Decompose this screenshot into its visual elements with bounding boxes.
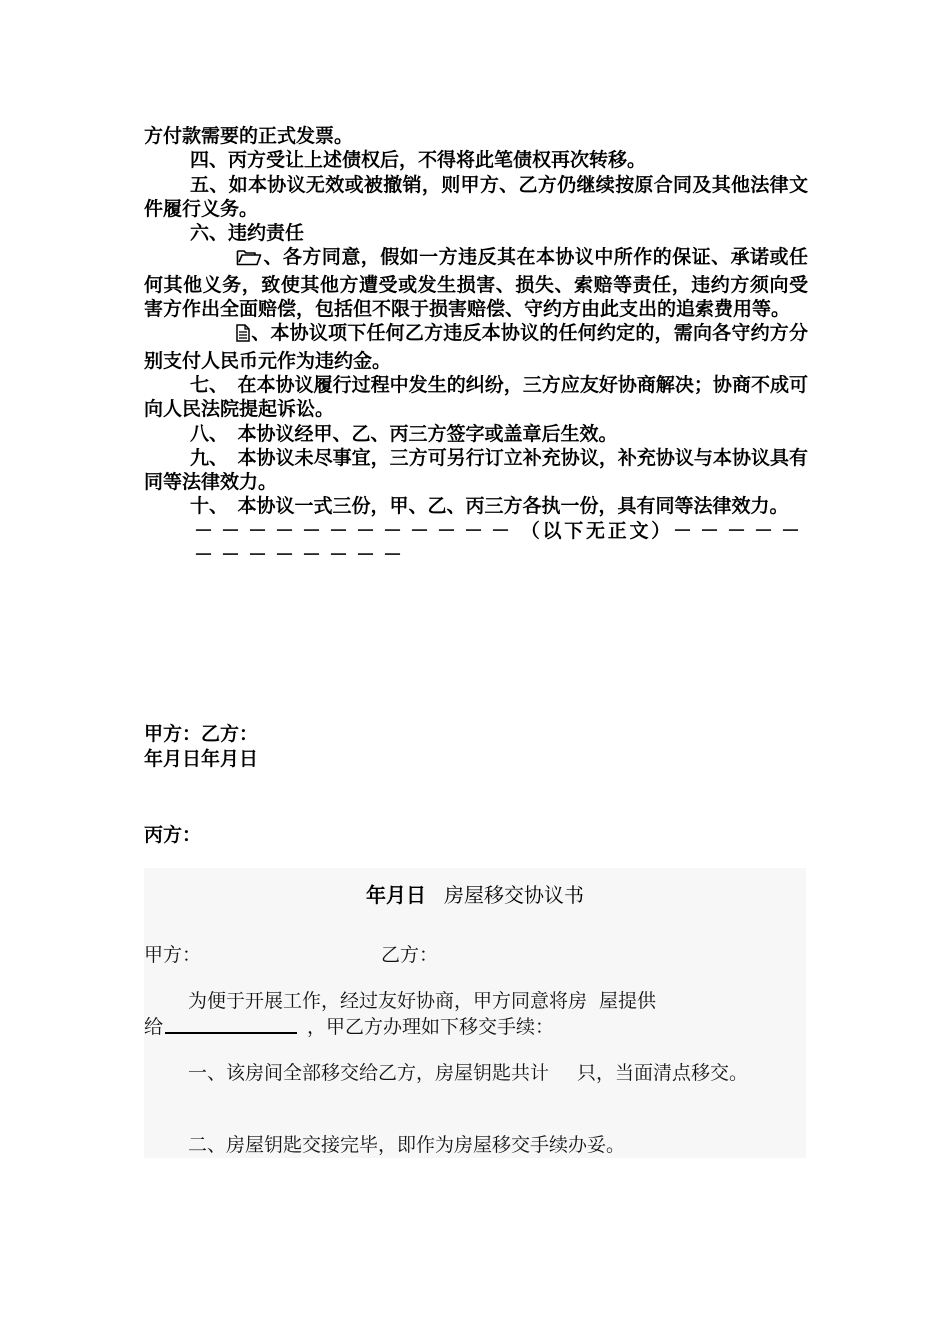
- paragraph-clause-8: 八、 本协议经甲、乙、丙三方签字或盖章后生效。: [190, 422, 618, 445]
- handover-intro-a: 为便于开展工作，经过友好协商，甲方同意将房: [188, 990, 588, 1012]
- handover-item-1: [144, 1060, 806, 1086]
- handover-item-1-b: 只，当面清点移交。: [577, 1062, 749, 1084]
- handover-parties: [144, 942, 806, 968]
- paragraph-clause-4: 四、丙方受让上述债权后，不得将此笔债权再次转移。: [190, 149, 647, 172]
- heading-breach-liability: 六、违约责任: [190, 222, 305, 245]
- paragraph-breach-1: [144, 245, 808, 321]
- end-marker-text: （以下无正文）: [518, 519, 673, 542]
- agreement-body: [144, 124, 808, 567]
- handover-intro-d: ，甲乙方办理如下移交手续：: [307, 1016, 555, 1038]
- handover-title-date: 年月日: [366, 883, 426, 907]
- paragraph-invoice: 方付款需要的正式发票。: [144, 125, 354, 147]
- handover-party-a: 甲方：: [144, 944, 202, 966]
- end-marker-right-dashes: －－－－－－－－－－－－－: [194, 519, 808, 567]
- paragraph-breach-2: [144, 321, 808, 373]
- signature-party-a-b: 甲方：乙方：: [144, 723, 259, 745]
- signature-party-c: 丙方：: [144, 824, 202, 846]
- handover-intro-b: 屋提供: [599, 990, 657, 1012]
- paragraph-breach-2-text: 、本协议项下任何乙方违反本协议的任何约定的，需向各守约方分别支付人民币元作为违约金。: [144, 322, 808, 372]
- paragraph-breach-1-text: 、各方同意，假如一方违反其在本协议中所作的保证、承诺或任何其他义务，致使其他方遭受或发生损害、损失、索赔等责任，违约方须向受害方作出全面赔偿，包括但不限于损害赔偿、守约方由此支出的追索费用等。: [144, 246, 808, 321]
- handover-agreement: [144, 868, 806, 1158]
- folder-open-icon: [190, 248, 262, 272]
- paragraph-clause-9: 九、 本协议未尽事宜，三方可另行订立补充协议，补充协议与本协议具有同等法律效力。: [144, 446, 808, 494]
- handover-intro: [144, 988, 806, 1040]
- document-icon: [190, 324, 250, 348]
- end-marker: [144, 519, 808, 568]
- paragraph-clause-7: 七、 在本协议履行过程中发生的纠纷，三方应友好协商解决；协商不成可向人民法院提起诉讼。: [144, 373, 808, 421]
- end-marker-left-dashes: －－－－－－－－－－－－: [194, 519, 519, 542]
- recipient-blank: [165, 1014, 297, 1034]
- handover-item-2: [144, 1132, 806, 1158]
- handover-item-2-text: 二、房屋钥匙交接完毕，即作为房屋移交手续办妥。: [188, 1134, 626, 1156]
- handover-party-b: 乙方：: [381, 944, 439, 966]
- paragraph-clause-5: 五、如本协议无效或被撤销，则甲方、乙方仍继续按原合同及其他法律文件履行义务。: [144, 173, 808, 220]
- handover-item-1-a: 一、该房间全部移交给乙方，房屋钥匙共计: [188, 1062, 550, 1084]
- handover-title: 房屋移交协议书: [444, 883, 584, 907]
- handover-title-row: [144, 882, 806, 908]
- signature-dates: 年月日年月日: [144, 748, 259, 770]
- handover-intro-c: 给: [144, 1016, 164, 1038]
- paragraph-clause-10: 十、 本协议一式三份，甲、乙、丙三方各执一份，具有同等法律效力。: [190, 495, 789, 518]
